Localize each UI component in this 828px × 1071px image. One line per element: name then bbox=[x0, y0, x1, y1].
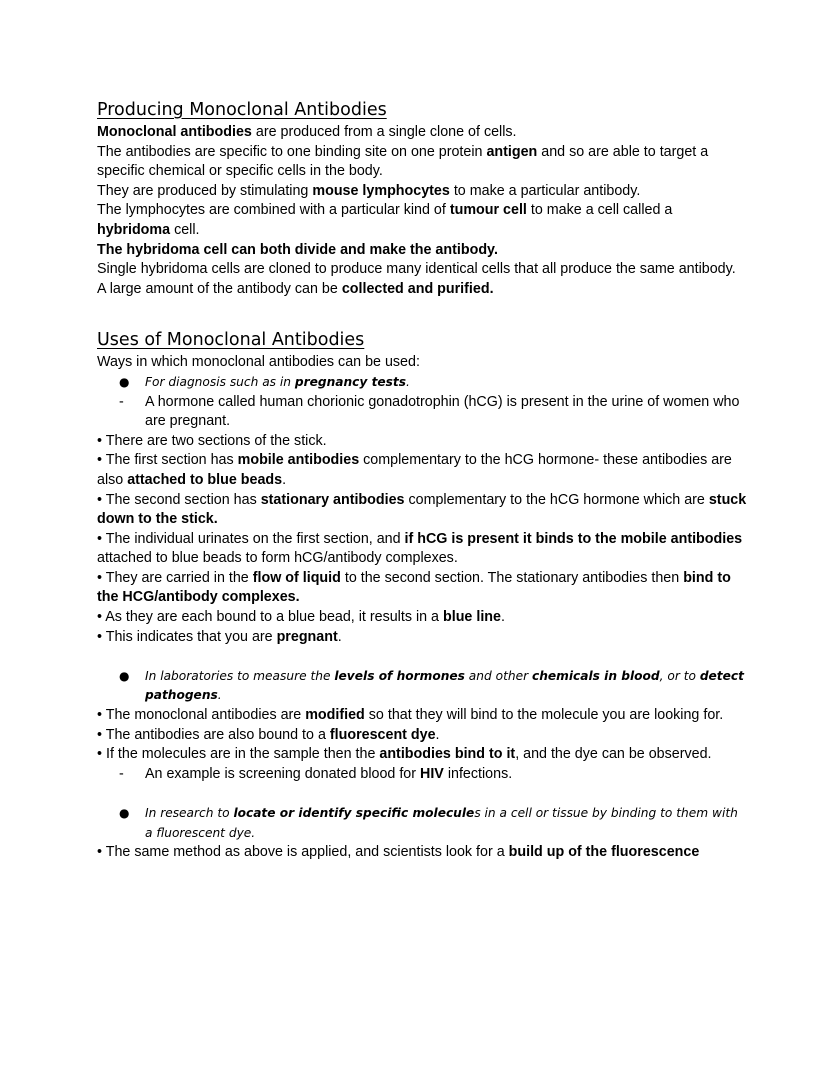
paragraph: They are produced by stimulating mouse lymphocytes to make a particular antibody. bbox=[97, 182, 641, 199]
dash-icon: - bbox=[119, 765, 124, 782]
bullet-dot-icon: ● bbox=[119, 374, 130, 389]
paragraph: The antibodies are specific to one binding site on one protein antigen and so are able to target a specific chemical or specific cells in the body. bbox=[97, 143, 709, 180]
spacer bbox=[97, 647, 747, 667]
use-bullet-research: ● In research to locate or identify specific molecules in a cell or tissue by binding to them with a fluorescent dye. bbox=[119, 806, 738, 840]
paragraph: • The antibodies are also bound to a fluorescent dye. bbox=[97, 726, 440, 743]
paragraph: Monoclonal antibodies are produced from a single clone of cells. bbox=[97, 124, 517, 140]
dash-item: - An example is screening donated blood for HIV infections. bbox=[97, 765, 747, 785]
paragraph: • If the molecules are in the sample then the antibodies bind to it, and the dye can be observed. bbox=[97, 746, 712, 763]
dash-icon: - bbox=[119, 393, 124, 410]
paragraph: • As they are each bound to a blue bead, it results in a blue line. bbox=[97, 609, 505, 626]
paragraph: Single hybridoma cells are cloned to produce many identical cells that all produce the same antibody. bbox=[97, 261, 736, 278]
paragraph: • They are carried in the flow of liquid to the second section. The stationary antibodies then bind to the HCG/antibody complexes. bbox=[97, 569, 731, 606]
use-bullet-pregnancy: ● For diagnosis such as in pregnancy tests. bbox=[97, 373, 747, 393]
section-heading-producing: Producing Monoclonal Antibodies bbox=[97, 100, 387, 120]
paragraph: • The monoclonal antibodies are modified so that they will bind to the molecule you are looking for. bbox=[97, 707, 724, 724]
paragraph: • The individual urinates on the first section, and if hCG is present it binds to the mobile antibodies attached to blue beads to form hCG/antibody complexes. bbox=[97, 530, 743, 567]
paragraph: • This indicates that you are pregnant. bbox=[97, 628, 342, 645]
bullet-dot-icon: ● bbox=[119, 806, 130, 820]
section-heading-uses: Uses of Monoclonal Antibodies bbox=[97, 330, 365, 351]
paragraph: • The second section has stationary antibodies complementary to the hCG hormone which are stuck down to the stick. bbox=[97, 491, 747, 528]
paragraph: The hybridoma cell can both divide and make the antibody. bbox=[97, 241, 498, 258]
use-bullet-laboratories: ● In laboratories to measure the levels of hormones and other chemicals in blood, or to detect pathogens. bbox=[119, 668, 744, 703]
paragraph: A large amount of the antibody can be collected and purified. bbox=[97, 280, 494, 297]
dash-item: - A hormone called human chorionic gonadotrophin (hCG) is present in the urine of women who are pregnant. bbox=[119, 393, 740, 430]
paragraph: • There are two sections of the stick. bbox=[97, 432, 327, 449]
paragraph: The lymphocytes are combined with a particular kind of tumour cell to make a cell called a hybridoma cell. bbox=[97, 202, 673, 238]
paragraph: • The same method as above is applied, and scientists look for a build up of the fluorescence bbox=[97, 844, 700, 861]
bullet-dot-icon: ● bbox=[119, 668, 130, 683]
paragraph: Ways in which monoclonal antibodies can be used: bbox=[97, 354, 420, 371]
document-page bbox=[97, 97, 747, 863]
spacer bbox=[97, 784, 747, 804]
paragraph: • The first section has mobile antibodies complementary to the hCG hormone- these antibodies are also attached to blue beads. bbox=[97, 452, 732, 488]
